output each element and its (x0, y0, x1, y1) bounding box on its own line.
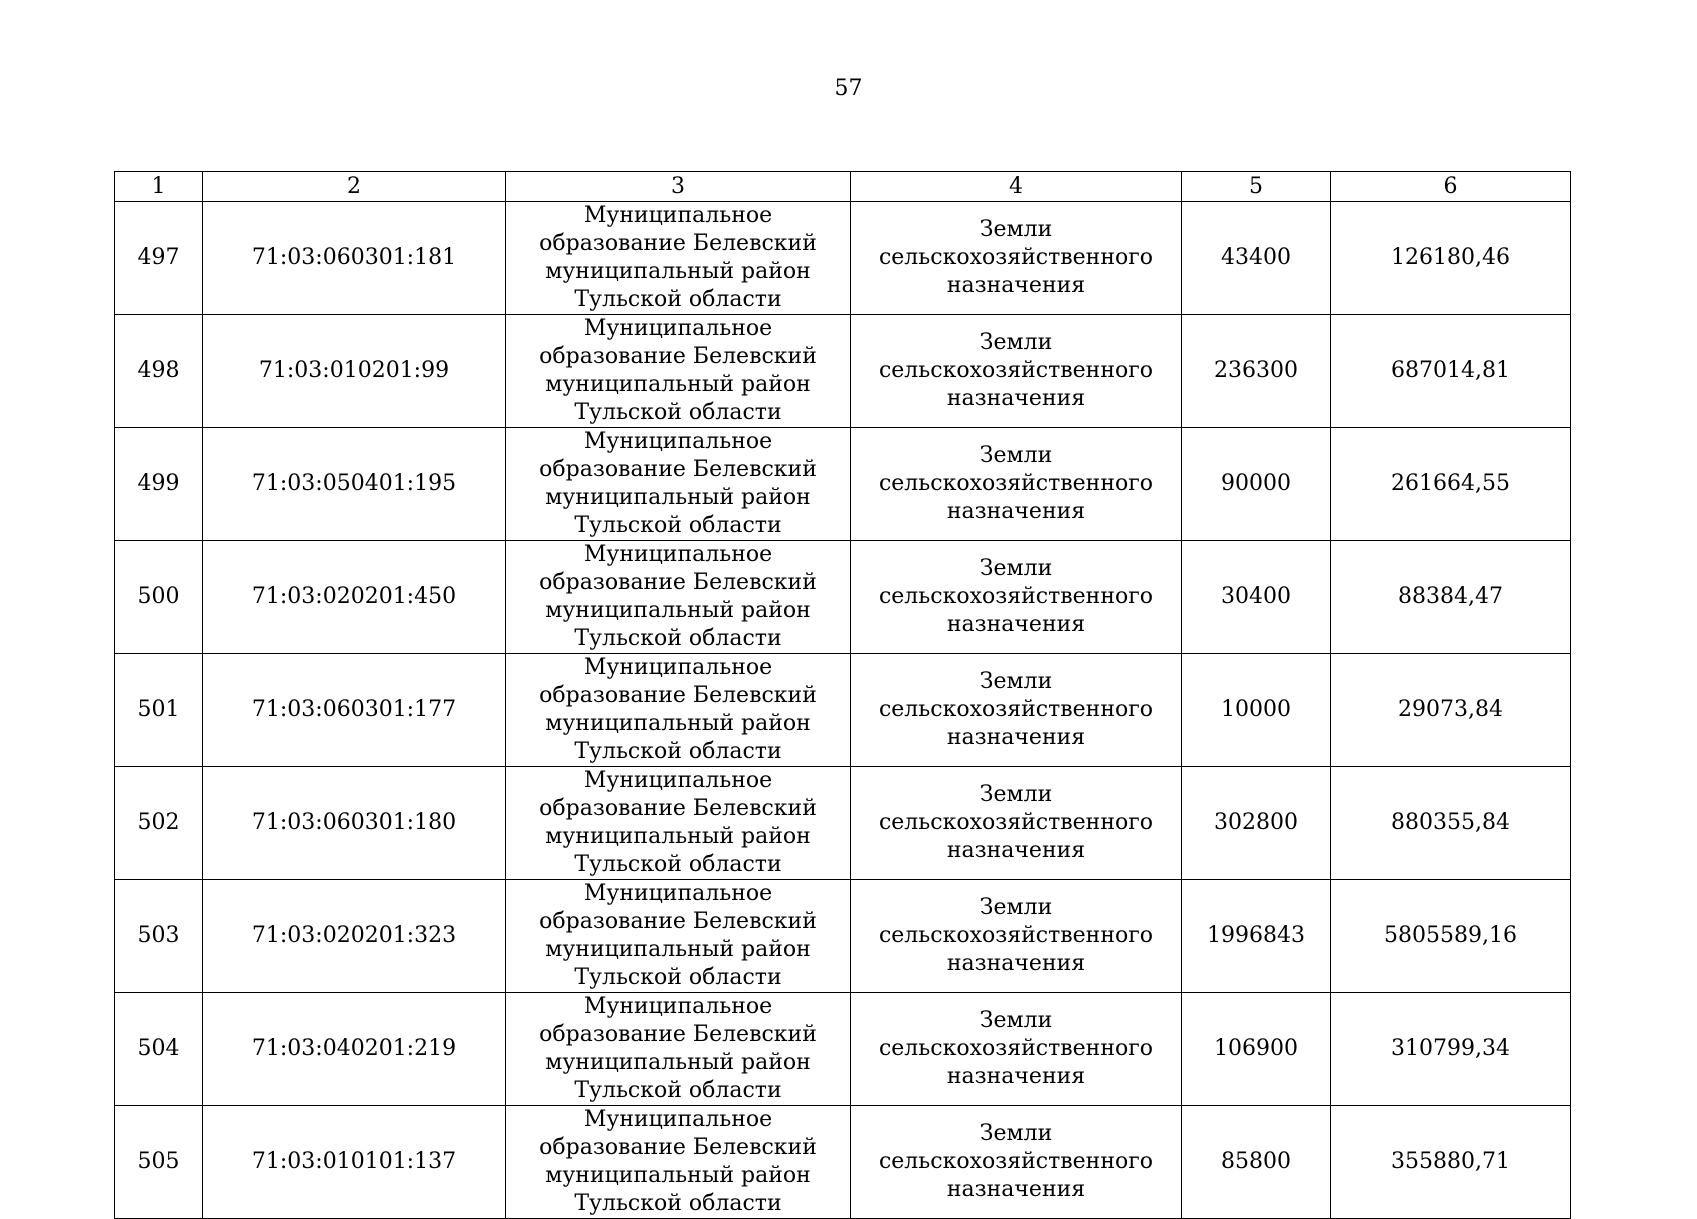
table-row (115, 767, 1571, 880)
owner: Муниципальное образование Белевский муниципальный район Тульской области (506, 541, 851, 654)
table-row (115, 1106, 1571, 1219)
cadastral-value: 880355,84 (1331, 767, 1571, 880)
land-category: Земли сельскохозяйственного назначения (851, 428, 1182, 541)
cadastral-value: 687014,81 (1331, 315, 1571, 428)
row-number: 499 (115, 428, 203, 541)
land-category: Земли сельскохозяйственного назначения (851, 767, 1182, 880)
cadastral-value: 310799,34 (1331, 993, 1571, 1106)
row-number: 504 (115, 993, 203, 1106)
header-col-5: 5 (1182, 172, 1331, 202)
table-row (115, 880, 1571, 993)
land-category: Земли сельскохозяйственного назначения (851, 541, 1182, 654)
area: 90000 (1182, 428, 1331, 541)
land-category: Земли сельскохозяйственного назначения (851, 315, 1182, 428)
cadastral-value: 126180,46 (1331, 202, 1571, 315)
header-col-6: 6 (1331, 172, 1571, 202)
owner: Муниципальное образование Белевский муниципальный район Тульской области (506, 654, 851, 767)
table-row (115, 202, 1571, 315)
row-number: 502 (115, 767, 203, 880)
header-col-1: 1 (115, 172, 203, 202)
owner: Муниципальное образование Белевский муниципальный район Тульской области (506, 767, 851, 880)
owner: Муниципальное образование Белевский муниципальный район Тульской области (506, 202, 851, 315)
row-number: 497 (115, 202, 203, 315)
area: 236300 (1182, 315, 1331, 428)
area: 43400 (1182, 202, 1331, 315)
land-category: Земли сельскохозяйственного назначения (851, 654, 1182, 767)
area: 302800 (1182, 767, 1331, 880)
area: 1996843 (1182, 880, 1331, 993)
table-row (115, 654, 1571, 767)
land-category: Земли сельскохозяйственного назначения (851, 880, 1182, 993)
cadastral-value: 261664,55 (1331, 428, 1571, 541)
header-col-3: 3 (506, 172, 851, 202)
owner: Муниципальное образование Белевский муниципальный район Тульской области (506, 1106, 851, 1219)
cadastral-value: 355880,71 (1331, 1106, 1571, 1219)
page-number: 57 (834, 76, 863, 101)
cadastral-number: 71:03:010201:99 (203, 315, 506, 428)
area: 30400 (1182, 541, 1331, 654)
header-col-4: 4 (851, 172, 1182, 202)
row-number: 503 (115, 880, 203, 993)
cadastral-number: 71:03:060301:177 (203, 654, 506, 767)
land-category: Земли сельскохозяйственного назначения (851, 1106, 1182, 1219)
land-plots-table (114, 171, 1571, 1219)
table-row (115, 315, 1571, 428)
row-number: 500 (115, 541, 203, 654)
area: 106900 (1182, 993, 1331, 1106)
cadastral-value: 5805589,16 (1331, 880, 1571, 993)
table-header-row (115, 172, 1571, 202)
cadastral-number: 71:03:060301:181 (203, 202, 506, 315)
owner: Муниципальное образование Белевский муниципальный район Тульской области (506, 880, 851, 993)
cadastral-value: 88384,47 (1331, 541, 1571, 654)
land-category: Земли сельскохозяйственного назначения (851, 202, 1182, 315)
row-number: 498 (115, 315, 203, 428)
cadastral-number: 71:03:040201:219 (203, 993, 506, 1106)
header-col-2: 2 (203, 172, 506, 202)
row-number: 505 (115, 1106, 203, 1219)
cadastral-number: 71:03:050401:195 (203, 428, 506, 541)
owner: Муниципальное образование Белевский муниципальный район Тульской области (506, 428, 851, 541)
table-row (115, 541, 1571, 654)
row-number: 501 (115, 654, 203, 767)
area: 85800 (1182, 1106, 1331, 1219)
land-category: Земли сельскохозяйственного назначения (851, 993, 1182, 1106)
cadastral-number: 71:03:060301:180 (203, 767, 506, 880)
cadastral-number: 71:03:010101:137 (203, 1106, 506, 1219)
table-row (115, 993, 1571, 1106)
cadastral-number: 71:03:020201:450 (203, 541, 506, 654)
cadastral-number: 71:03:020201:323 (203, 880, 506, 993)
area: 10000 (1182, 654, 1331, 767)
table-row (115, 428, 1571, 541)
cadastral-value: 29073,84 (1331, 654, 1571, 767)
owner: Муниципальное образование Белевский муниципальный район Тульской области (506, 315, 851, 428)
owner: Муниципальное образование Белевский муниципальный район Тульской области (506, 993, 851, 1106)
